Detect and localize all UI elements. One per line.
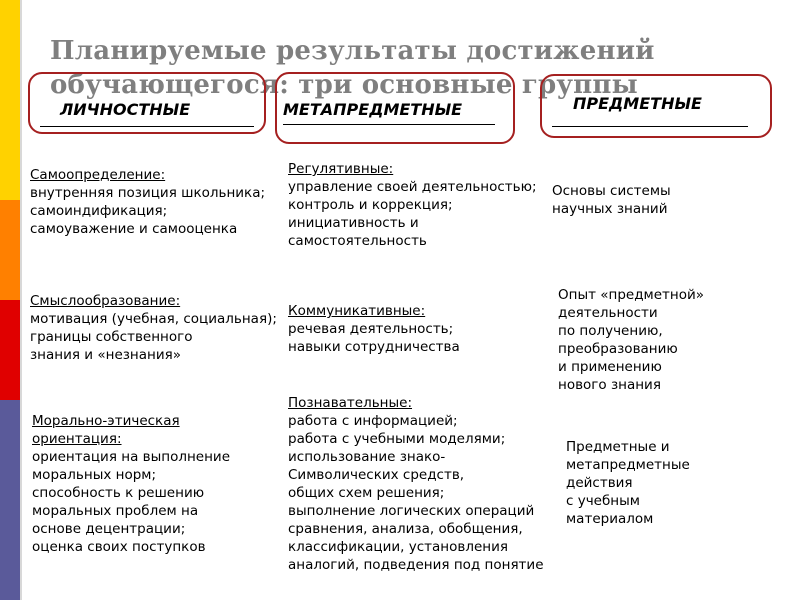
self-determination-line: самоиндификация; <box>30 203 168 219</box>
left-stripe-yellow <box>0 0 20 200</box>
experience-block <box>558 286 704 394</box>
communicative-line: навыки сотрудничества <box>288 339 460 355</box>
actions-line: с учебным <box>566 493 640 509</box>
moral-ethical-line: основе децентрации; <box>32 521 186 537</box>
moral-ethical-line: ориентация на выполнение <box>32 449 231 465</box>
cognitive-line: использование знако- <box>288 449 446 465</box>
category-label-subject: ПРЕДМЕТНЫЕ <box>573 94 702 113</box>
category-label-personal: ЛИЧНОСТНЫЕ <box>60 100 191 119</box>
left-divider <box>20 0 22 600</box>
actions-line: материалом <box>566 511 654 527</box>
cognitive-line: классификации, установления <box>288 539 508 555</box>
actions-block <box>566 438 690 528</box>
self-determination-line: самоуважение и самооценка <box>30 221 238 237</box>
experience-line: Опыт «предметной» <box>558 287 705 303</box>
cognitive-line: работа с информацией; <box>288 413 458 429</box>
moral-ethical-heading: Морально-этическая <box>32 413 180 429</box>
experience-line: по получению, <box>558 323 663 339</box>
self-determination-heading: Самоопределение: <box>30 167 166 183</box>
cognitive-block <box>288 394 544 574</box>
moral-ethical-heading: ориентация: <box>32 431 122 447</box>
cognitive-line: общих схем решения; <box>288 485 445 501</box>
category-label-metasubject: МЕТАПРЕДМЕТНЫЕ <box>283 100 463 119</box>
foundations-line: Основы системы <box>552 183 671 199</box>
left-stripe-blue <box>0 400 20 600</box>
cognitive-line: выполнение логических операций <box>288 503 535 519</box>
moral-ethical-block <box>32 412 230 556</box>
self-determination-line: внутренняя позиция школьника; <box>30 185 266 201</box>
moral-ethical-line: оценка своих поступков <box>32 539 206 555</box>
category-underline-metasubject <box>283 124 495 125</box>
moral-ethical-line: моральных проблем на <box>32 503 199 519</box>
meaning-formation-heading: Смыслообразование: <box>30 293 181 309</box>
left-stripe-orange <box>0 200 20 300</box>
actions-line: действия <box>566 475 633 491</box>
cognitive-heading: Познавательные: <box>288 395 413 411</box>
meaning-formation-line: знания и «незнания» <box>30 347 182 363</box>
actions-line: метапредметные <box>566 457 690 473</box>
communicative-line: речевая деятельность; <box>288 321 454 337</box>
experience-line: преобразованию <box>558 341 678 357</box>
foundations-line: научных знаний <box>552 201 668 217</box>
category-underline-subject <box>552 126 748 127</box>
regulative-heading: Регулятивные: <box>288 161 394 177</box>
actions-line: Предметные и <box>566 439 670 455</box>
title-line-2: обучающегося: три основные группы <box>50 70 638 100</box>
title-line-1: Планируемые результаты достижений <box>50 36 655 66</box>
moral-ethical-line: моральных норм; <box>32 467 157 483</box>
cognitive-line: аналогий, подведения под понятие <box>288 557 544 573</box>
regulative-line: инициативность и <box>288 215 419 231</box>
cognitive-line: сравнения, анализа, обобщения, <box>288 521 523 537</box>
regulative-block <box>288 160 537 250</box>
cognitive-line: работа с учебными моделями; <box>288 431 506 447</box>
cognitive-line: Символических средств, <box>288 467 465 483</box>
regulative-line: самостоятельность <box>288 233 427 249</box>
category-underline-personal <box>40 126 254 127</box>
experience-line: деятельности <box>558 305 658 321</box>
meaning-formation-block <box>30 292 277 364</box>
experience-line: и применению <box>558 359 662 375</box>
meaning-formation-line: границы собственного <box>30 329 193 345</box>
regulative-line: управление своей деятельностью; <box>288 179 537 195</box>
experience-line: нового знания <box>558 377 661 393</box>
regulative-line: контроль и коррекция; <box>288 197 453 213</box>
foundations-block <box>552 182 671 218</box>
communicative-heading: Коммуникативные: <box>288 303 426 319</box>
meaning-formation-line: мотивация (учебная, социальная); <box>30 311 277 327</box>
left-stripe-red <box>0 300 20 400</box>
moral-ethical-line: способность к решению <box>32 485 205 501</box>
communicative-block <box>288 302 460 356</box>
self-determination-block <box>30 166 265 238</box>
